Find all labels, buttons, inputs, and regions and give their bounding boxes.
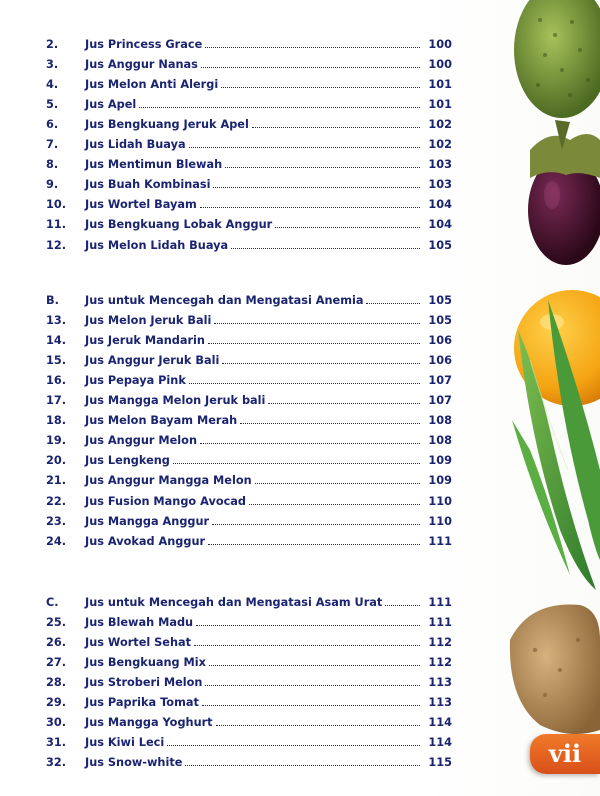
toc-entry[interactable]	[46, 113, 452, 133]
toc-entry-page: 102	[428, 118, 452, 132]
toc-entry[interactable]	[46, 429, 452, 449]
toc-entry[interactable]	[46, 193, 452, 213]
toc-entry-title: Jus Melon Lidah Buaya	[85, 238, 229, 252]
toc-entry-title: Jus Pepaya Pink	[85, 374, 186, 388]
toc-dot-leader	[185, 751, 420, 766]
toc-entry-title: Jus untuk Mencegah dan Mengatasi Anemia	[85, 294, 364, 307]
toc-entry[interactable]	[46, 329, 452, 349]
toc-entry-title: Jus Bengkuang Lobak Anggur	[85, 218, 273, 232]
toc-entry-title: Jus Anggur Nanas	[85, 58, 198, 72]
toc-dot-leader	[221, 73, 420, 88]
toc-entry-page: 112	[428, 656, 452, 670]
toc-entry-page: 106	[428, 354, 452, 368]
toc-entry-title: Jus Kiwi Leci	[85, 736, 165, 750]
toc-entry-title: Jus Apel	[85, 98, 137, 112]
toc-entry-page: 105	[428, 238, 452, 252]
toc-entry-title: Jus Wortel Sehat	[85, 636, 192, 650]
toc-dot-leader	[231, 234, 420, 249]
toc-entry[interactable]	[46, 409, 452, 429]
toc-dot-leader	[385, 591, 420, 606]
toc-entry-page: 114	[428, 736, 452, 750]
toc-entry-number: 22.	[46, 494, 67, 508]
toc-entry[interactable]	[46, 671, 452, 691]
toc-entry-page: 113	[428, 696, 452, 710]
toc-entry-title: Jus Melon Bayam Merah	[85, 414, 238, 428]
toc-entry-number: 29.	[46, 696, 67, 710]
toc-entry-number: 31.	[46, 736, 67, 750]
toc-entry-page: 105	[428, 314, 452, 328]
toc-entry-title: Jus Stroberi Melon	[85, 676, 203, 690]
toc-entry-number: 27.	[46, 656, 67, 670]
toc-entry-title: Jus Paprika Tomat	[85, 696, 199, 710]
toc-entry-number: 13.	[46, 314, 67, 328]
toc-dot-leader	[205, 33, 420, 48]
toc-entry-title: Jus Mangga Anggur	[85, 514, 210, 528]
toc-entry-title: Jus Lidah Buaya	[85, 138, 186, 152]
toc-dot-leader	[249, 490, 420, 505]
toc-entry[interactable]	[46, 490, 452, 510]
toc-entry[interactable]	[46, 731, 452, 751]
toc-entry-title: Jus untuk Mencegah dan Mengatasi Asam Urat	[85, 596, 383, 609]
toc-dot-leader	[200, 429, 420, 444]
toc-entry-number: 32.	[46, 756, 67, 770]
toc-dot-leader	[208, 329, 420, 344]
toc-entry-number: 5.	[46, 98, 59, 112]
toc-entry-page: 102	[428, 138, 452, 152]
toc-entry-number: C.	[46, 596, 59, 609]
toc-dot-leader	[252, 113, 420, 128]
toc-entry-number: 8.	[46, 158, 59, 172]
toc-entry-number: 16.	[46, 374, 67, 388]
toc-entry[interactable]	[46, 53, 452, 73]
toc-entry-title: Jus Bengkuang Mix	[85, 656, 206, 670]
toc-dot-leader	[173, 449, 420, 464]
toc-entry-page: 104	[428, 198, 452, 212]
toc-entry-page: 100	[428, 38, 452, 51]
toc-entry[interactable]	[46, 234, 452, 254]
toc-entry-number: 20.	[46, 454, 67, 468]
toc-entry-page: 101	[428, 78, 452, 92]
toc-entry-number: 4.	[46, 78, 59, 92]
toc-entry[interactable]	[46, 213, 452, 233]
toc-entry-number: B.	[46, 294, 59, 307]
toc-entry-page: 109	[428, 454, 452, 468]
toc-dot-leader	[275, 213, 420, 228]
toc-entry-number: 11.	[46, 218, 67, 232]
toc-entry-title: Jus Anggur Melon	[85, 434, 197, 448]
toc-dot-leader	[202, 691, 420, 706]
toc-dot-leader	[200, 193, 420, 208]
toc-entry[interactable]	[46, 449, 452, 469]
toc-entry[interactable]	[46, 651, 452, 671]
toc-entry-title: Jus Buah Kombinasi	[85, 178, 211, 192]
toc-entry-page: 111	[428, 596, 452, 609]
toc-dot-leader	[196, 611, 420, 626]
toc-entry-title: Jus Princess Grace	[85, 38, 203, 51]
toc-entry-number: 28.	[46, 676, 67, 690]
toc-entry-page: 101	[428, 98, 452, 112]
toc-dot-leader	[189, 133, 420, 148]
toc-entry[interactable]	[46, 133, 452, 153]
toc-entry-page: 105	[428, 294, 452, 307]
toc-entry-number: 2.	[46, 38, 59, 51]
toc-entry[interactable]	[46, 33, 452, 53]
toc-entry-number: 14.	[46, 334, 67, 348]
toc-entry-page: 111	[428, 534, 452, 548]
toc-entry[interactable]	[46, 93, 452, 113]
toc-entry-title: Jus Anggur Mangga Melon	[85, 474, 252, 488]
toc-entry-page: 110	[428, 494, 452, 508]
toc-entry-title: Jus Mentimun Blewah	[85, 158, 223, 172]
toc-entry-title: Jus Jeruk Mandarin	[85, 334, 205, 348]
toc-entry-page: 112	[428, 636, 452, 650]
toc-entry[interactable]	[46, 591, 452, 611]
toc-entry-title: Jus Mangga Melon Jeruk bali	[85, 394, 266, 408]
toc-dot-leader	[222, 349, 420, 364]
toc-entry[interactable]	[46, 611, 452, 631]
toc-entry[interactable]	[46, 153, 452, 173]
toc-entry-title: Jus Bengkuang Jeruk Apel	[85, 118, 249, 132]
toc-entry-page: 104	[428, 218, 452, 232]
toc-entry-page: 113	[428, 676, 452, 690]
fruit-decoration	[500, 0, 600, 796]
toc-entry-number: 15.	[46, 354, 67, 368]
toc-entry-title: Jus Blewah Madu	[85, 616, 194, 630]
toc-entry-title: Jus Anggur Jeruk Bali	[85, 354, 220, 368]
toc-entry-page: 107	[428, 394, 452, 408]
sweet-potato-tuber	[510, 604, 600, 734]
toc-entry[interactable]	[46, 369, 452, 389]
toc-entry-title: Jus Wortel Bayam	[85, 198, 197, 212]
toc-entry-number: 26.	[46, 636, 67, 650]
toc-entry-number: 12.	[46, 238, 67, 252]
toc-entry[interactable]	[46, 510, 452, 530]
toc-dot-leader	[225, 153, 420, 168]
toc-entry-number: 7.	[46, 138, 59, 152]
toc-entry-page: 109	[428, 474, 452, 488]
toc-entry-number: 3.	[46, 58, 59, 72]
toc-entry-page: 108	[428, 434, 452, 448]
toc-entry-number: 9.	[46, 178, 59, 192]
toc-entry[interactable]	[46, 751, 452, 771]
toc-dot-leader	[201, 53, 420, 68]
toc-dot-leader	[208, 530, 420, 545]
toc-dot-leader	[216, 711, 420, 726]
toc-entry[interactable]	[46, 289, 452, 309]
toc-entry-number: 19.	[46, 434, 67, 448]
toc-dot-leader	[366, 289, 420, 304]
toc-dot-leader	[209, 651, 420, 666]
toc-entry-number: 24.	[46, 534, 67, 548]
toc-entry-title: Jus Mangga Yoghurt	[85, 716, 213, 730]
toc-entry-number: 18.	[46, 414, 67, 428]
page-folio: vii	[530, 734, 600, 774]
toc-entry-title: Jus Melon Jeruk Bali	[85, 314, 212, 328]
toc-entry[interactable]	[46, 173, 452, 193]
toc-dot-leader	[139, 93, 420, 108]
toc-entry-number: 10.	[46, 198, 67, 212]
toc-entry-title: Jus Lengkeng	[85, 454, 170, 468]
toc-entry-page: 100	[428, 58, 452, 72]
toc-entry-page: 103	[428, 158, 452, 172]
toc-dot-leader	[240, 409, 420, 424]
soursop-fruit	[514, 0, 600, 118]
toc-entry-number: 30.	[46, 716, 67, 730]
toc-entry-number: 6.	[46, 118, 59, 132]
mangosteen-fruit	[528, 120, 600, 265]
toc-dot-leader	[212, 510, 420, 525]
toc-entry[interactable]	[46, 631, 452, 651]
toc-dot-leader	[268, 389, 420, 404]
toc-entry[interactable]	[46, 530, 452, 550]
toc-entry-page: 108	[428, 414, 452, 428]
toc-dot-leader	[214, 309, 420, 324]
toc-entry-number: 17.	[46, 394, 67, 408]
toc-dot-leader	[189, 369, 420, 384]
toc-entry[interactable]	[46, 309, 452, 329]
toc-entry[interactable]	[46, 389, 452, 409]
toc-entry[interactable]	[46, 469, 452, 489]
toc-entry-title: Jus Melon Anti Alergi	[85, 78, 219, 92]
toc-entry-title: Jus Fusion Mango Avocad	[85, 494, 246, 508]
toc-entry[interactable]	[46, 349, 452, 369]
toc-entry-page: 115	[428, 756, 452, 770]
toc-entry[interactable]	[46, 691, 452, 711]
toc-dot-leader	[194, 631, 420, 646]
toc-entry-page: 107	[428, 374, 452, 388]
toc-dot-leader	[213, 173, 420, 188]
toc-entry-page: 106	[428, 334, 452, 348]
toc-entry-number: 23.	[46, 514, 67, 528]
toc-entry-title: Jus Avokad Anggur	[85, 534, 206, 548]
toc-entry-number: 25.	[46, 616, 67, 630]
toc-entry-page: 111	[428, 616, 452, 630]
toc-dot-leader	[167, 731, 420, 746]
toc-entry[interactable]	[46, 73, 452, 93]
toc-entry-page: 110	[428, 514, 452, 528]
toc-entry-page: 103	[428, 178, 452, 192]
toc-entry-title: Jus Snow-white	[85, 756, 183, 770]
toc-dot-leader	[205, 671, 420, 686]
toc-entry-number: 21.	[46, 474, 67, 488]
toc-entry-page: 114	[428, 716, 452, 730]
toc-entry[interactable]	[46, 711, 452, 731]
toc-dot-leader	[255, 469, 420, 484]
